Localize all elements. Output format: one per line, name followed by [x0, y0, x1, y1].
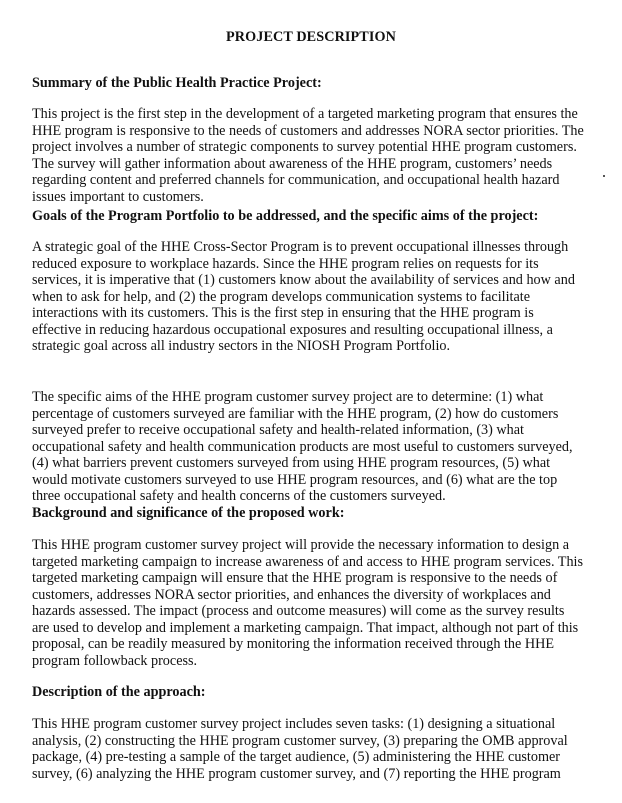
text-line: interactions with its customers. This is the first step in ensuring that the HHE program is [32, 305, 534, 321]
text-line: percentage of customers surveyed are familiar with the HHE program, (2) how do customers [32, 405, 559, 422]
text-line: hazards assessed. The impact (process and outcome measures) will come as the survey results [32, 603, 565, 619]
paragraph-approach [32, 716, 568, 782]
text-line: strategic goal across all industry sectors in the NIOSH Program Portfolio. [32, 338, 451, 354]
text-line: This project is the first step in the development of a targeted marketing program that ensures the [32, 106, 578, 122]
text-line: HHE program is responsive to the needs of customers and addresses NORA sector priorities. The [32, 122, 584, 139]
text-line: survey, (6) analyzing the HHE program customer survey, and (7) reporting the HHE program [32, 765, 561, 782]
text-line: This HHE program customer survey project will provide the necessary information to design a [32, 537, 570, 553]
section-heading-approach: Description of the approach: [32, 684, 206, 700]
text-line: effective in reducing hazardous occupational exposures and resulting occupational illness, a [32, 321, 553, 338]
text-line: would motivate customers surveyed to use HHE program resources, and (6) what are the top [32, 471, 558, 488]
text-line: are used to develop and implement a marketing campaign. That impact, although not part of this [32, 619, 579, 636]
section-heading-goals: Goals of the Program Portfolio to be addressed, and the specific aims of the project: [32, 208, 539, 224]
paragraph-goals-aims [32, 389, 573, 505]
paragraph-goals-strategic [32, 239, 575, 355]
text-line: proposal, can be readily measured by monitoring the information received through the HHE [32, 636, 555, 652]
text-line: targeted marketing campaign to increase awareness of and access to HHE program services. This [32, 553, 584, 570]
text-line: services, it is imperative that (1) customers know about the availability of services and how and [32, 272, 575, 288]
page-title: PROJECT DESCRIPTION [226, 29, 396, 45]
text-line: The survey will gather information about awareness of the HHE program, customers’ needs [32, 155, 553, 172]
text-line: analysis, (2) constructing the HHE program customer survey, (3) preparing the OMB approval [32, 732, 568, 749]
text-line: when to ask for help, and (2) the program develops communication systems to facilitate [32, 288, 531, 305]
text-line: project involves a number of strategic components to survey potential HHE program customers. [32, 139, 577, 155]
text-line: The specific aims of the HHE program customer survey project are to determine: (1) what [32, 389, 544, 405]
section-heading-background: Background and significance of the proposed work: [32, 505, 345, 521]
scan-artifact [603, 175, 605, 177]
text-line: regarding content and preferred channels for communication, and occupational health hazard [32, 172, 560, 188]
text-line: This HHE program customer survey project includes seven tasks: (1) designing a situational [32, 716, 556, 732]
text-line: issues important to customers. [32, 188, 204, 205]
text-line: customers, addresses NORA sector priorities, and enhances the diversity of workplaces and [32, 586, 551, 603]
text-line: three occupational safety and health concerns of the customers surveyed. [32, 488, 446, 504]
text-line: program followback process. [32, 652, 198, 669]
text-line: targeted marketing campaign will ensure that the HHE program is responsive to the needs of [32, 570, 558, 586]
section-heading-summary: Summary of the Public Health Practice Project: [32, 75, 322, 91]
text-line: (4) what barriers prevent customers surveyed from using HHE program resources, (5) what [32, 455, 551, 471]
paragraph-summary [32, 106, 584, 205]
text-line: reduced exposure to workplace hazards. Since the HHE program relies on requests for its [32, 255, 539, 272]
paragraph-background [32, 537, 583, 669]
text-line: surveyed prefer to receive occupational safety and health-related information, (3) what [32, 422, 525, 438]
text-line: occupational safety and health communication products are most useful to customers surveyed, [32, 438, 573, 455]
text-line: package, (4) pre-testing a sample of the target audience, (5) administering the HHE customer [32, 749, 561, 765]
text-line: A strategic goal of the HHE Cross-Sector Program is to prevent occupational illnesses through [32, 239, 569, 255]
